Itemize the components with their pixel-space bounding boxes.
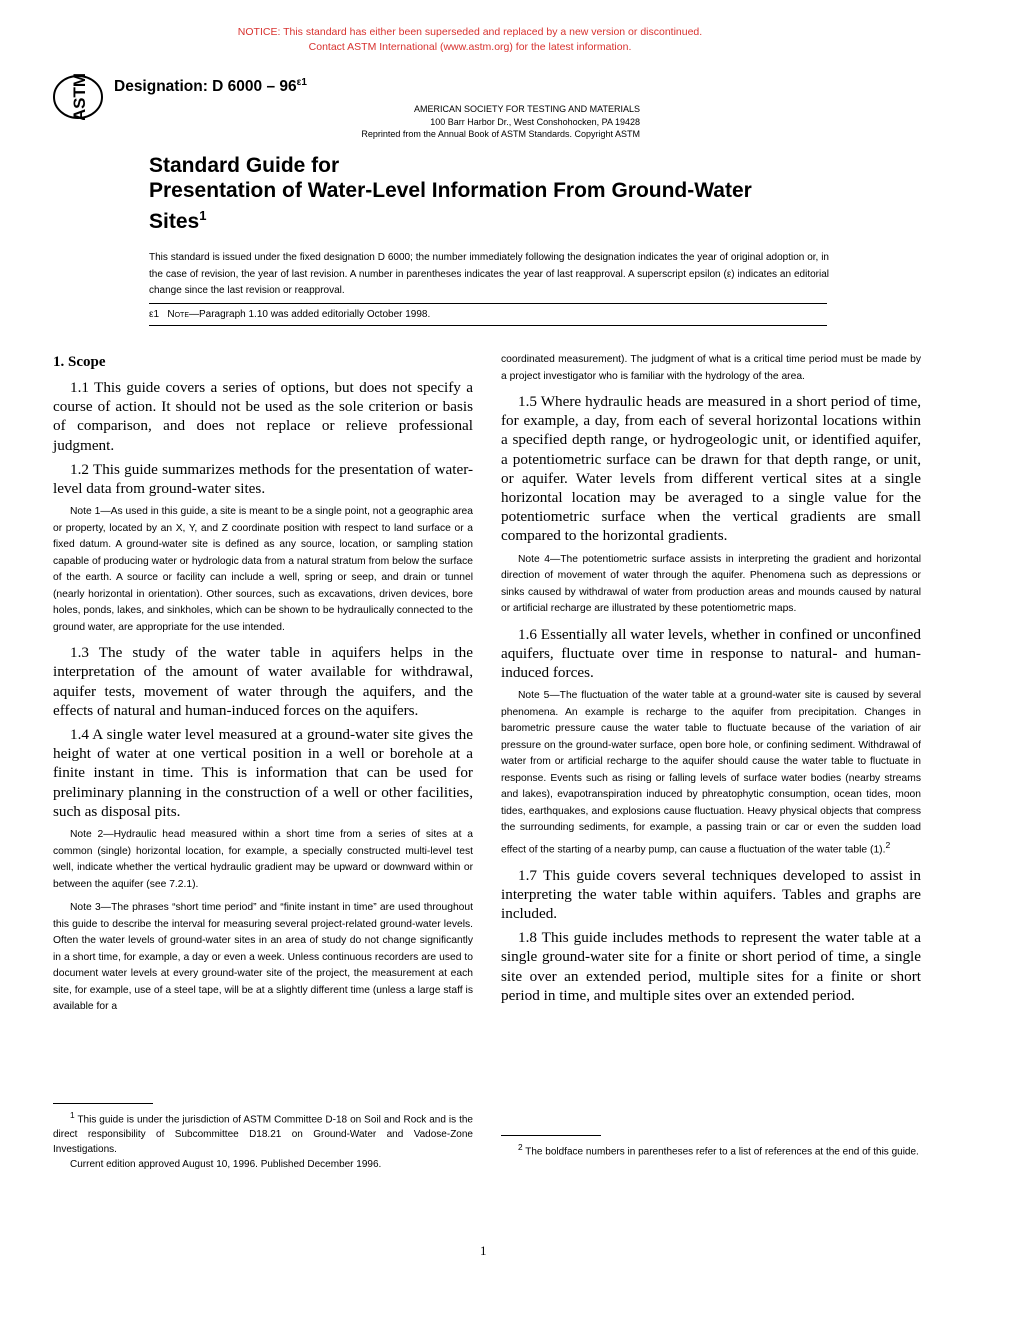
paragraph-1-4: 1.4 A single water level measured at a ground-water site gives the height of water at one vertical position in a well or borehole at a finite instant in time. This is information that can be used for preliminary planning in the construction of a well or other facilities, such as disposal pits. (53, 726, 473, 820)
epsilon-mark: ε1 (149, 309, 160, 320)
reprint-note: Reprinted from the Annual Book of ASTM Standards. Copyright ASTM (361, 129, 640, 139)
left-column (53, 352, 473, 1023)
page-number: 1 (480, 1243, 487, 1258)
footnote-1-text: This guide is under the jurisdiction of ASTM Committee D-18 on Soil and Rock and is the direct responsibility of Subcommittee D18.21 on Ground-Water and Vadose-Zone Investigations. (53, 1114, 473, 1156)
paragraph-1-5: 1.5 Where hydraulic heads are measured in a short period of time, for example, a day, from each of several horizontal locations within a specified depth range, or hydrogeologic unit, or identified aquifer, a potentiometric surface can be drawn for that depth range, or unit, or aquifer. Water levels from different vertical sites at a single horizontal location may be averaged to a single value for the potentiometric surface when the vertical gradients are small compared to the horizontal gradients. (501, 393, 921, 545)
paragraph-1-3: 1.3 The study of the water table in aquifers helps in the interpretation of the amount of water available for withdrawal, aquifer tests, movement of water through the aquifers, and the effects of natural and human-induced forces on the aquifers. (53, 644, 473, 719)
footnotes-left (53, 1108, 473, 1172)
footnote-2-mark: 2 (518, 1142, 523, 1152)
supersession-notice (0, 25, 940, 55)
footnote-rule-right (501, 1135, 601, 1136)
note-5-footnote-mark: 2 (885, 839, 891, 850)
society-address: 100 Barr Harbor Dr., West Conshohocken, PA 19428 (430, 116, 640, 127)
right-column (501, 352, 921, 1010)
epsilon-note (149, 309, 430, 320)
note-1: Note 1—As used in this guide, a site is meant to be a single point, not a geographic area or property, located by an X, Y, and Z coordinate position with respect to land surface or a fixed datum. A ground-water site is defined as any source, location, or sampling station capable of producing water or hydrologic data from a natural stratum from below the surface of the earth. A source or facility can include a well, spring or seep, and drain or tunnel (nearly horizontal in orientation). Other sources, such as excavations, driven devices, bore holes, ponds, lakes, and sinkholes, which can be shown to be hydraulically connected to the ground water, are appropriate for the use intended. (53, 506, 473, 633)
issuance-statement: This standard is issued under the fixed designation D 6000; the number immediately following the designation indicates the year of original adoption or, in the case of revision, the year of last revision. A number in parentheses indicates the year of last reapproval. A superscript epsilon (ε) indicates an editorial change since the last revision or reapproval. (149, 252, 829, 296)
notice-line-2: Contact ASTM International (www.astm.org) for the latest information. (308, 41, 632, 53)
note-4: Note 4—The potentiometric surface assists in interpreting the gradient and horizontal direction of movement of water through the aquifer. Phenomena such as depressions or sinks caused by withdrawal of water from production areas and mounds caused by natural or artificial recharge are illustrated by these potentiometric maps. (501, 553, 921, 615)
title-footnote-mark: 1 (199, 208, 207, 223)
astm-logo-icon (52, 74, 104, 120)
footnote-2-text: The boldface numbers in parentheses refer to a list of references at the end of this guide. (525, 1146, 919, 1158)
footnote-rule-left (53, 1103, 153, 1104)
section-heading-scope: 1. Scope (53, 354, 106, 370)
title-line-1: Standard Guide for (149, 154, 340, 177)
note-2: Note 2—Hydraulic head measured within a short time from a series of sites at a common (single) horizontal location, for example, a specially constructed multi-level test well, indicate whether the vertical hydraulic gradient may be upward or downward within or between the aquifer (see 7.2.1). (53, 829, 473, 890)
divider-top (149, 303, 827, 304)
title-line-2: Presentation of Water-Level Information From Ground-Water (149, 179, 752, 202)
footnotes-right (501, 1140, 921, 1159)
footnote-1-approval: Current edition approved August 10, 1996. Published December 1996. (70, 1159, 382, 1171)
footnote-1 (53, 1108, 473, 1157)
designation-superscript: ε1 (296, 77, 307, 88)
footnote-1-mark: 1 (70, 1110, 75, 1120)
designation-text: Designation: D 6000 – 96 (114, 78, 297, 96)
notice-line-1: NOTICE: This standard has either been superseded and replaced by a new version or discontinued. (237, 26, 703, 38)
note-3: Note 3—The phrases “short time period” and “finite instant in time” are used throughout this guide to describe the interval for measuring several project-related ground-water levels. Often the water levels of ground-water sites in an area of study do not change significantly in a short time, for example, a day or even a week. Unless continuous recorders are used to document water levels at every ground-water site of the project, the measurement at each site, for example, use of a steel tape, will be at a slightly different time (unless a large staff is available for a (53, 902, 473, 1013)
epsilon-note-label: Note (167, 309, 189, 320)
paragraph-1-2: 1.2 This guide summarizes methods for the presentation of water-level data from ground-water sites. (53, 460, 473, 498)
paragraph-1-7: 1.7 This guide covers several techniques developed to assist in interpreting the water table within aquifers. Tables and graphs are included. (501, 866, 921, 923)
title-line-3: Sites (149, 210, 200, 233)
epsilon-note-text: —Paragraph 1.10 was added editorially October 1998. (189, 309, 431, 320)
footnote-2 (501, 1140, 921, 1159)
logo-text: ASTM (70, 74, 89, 120)
designation (114, 77, 307, 96)
note-3-continued: coordinated measurement). The judgment of what is a critical time period must be made by a project investigator who is familiar with the hydrology of the area. (501, 354, 921, 382)
society-block (310, 103, 640, 141)
document-title (149, 153, 869, 234)
society-name: AMERICAN SOCIETY FOR TESTING AND MATERIALS (413, 104, 640, 114)
divider-bottom (149, 325, 827, 326)
note-5-text: Note 5—The fluctuation of the water table at a ground-water site is caused by several phenomena. An example is recharge to the aquifer from precipitation. Changes in barometric pressure cause the water table to fluctuate because of the variation of air pressure on the ground-water surface, open bore hole, or confining sediment. Withdrawal of water from or artificial recharge to the aquifer should cause the water table to fluctuate in response. Events such as rising or falling levels of surface water bodies (nearby streams and lakes), evapotranspiration induced by phreatophytic consumption, ocean tides, moon tides, earthquakes, and explosions cause fluctuation. Heavy physical objects that compress the surrounding sediments, for example, a passing train or car or even the sudden load effect of the starting of a nearby pump, can cause a fluctuation of the water table (1). (501, 690, 921, 856)
paragraph-1-6: 1.6 Essentially all water levels, whether in confined or unconfined aquifers, fluctuate over time in response to natural- and human-induced forces. (501, 625, 921, 682)
paragraph-1-8: 1.8 This guide includes methods to represent the water table at a single ground-water site for a finite or short period of time, a single site over an extended period, multiple sites for a finite or short period in time, and multiple sites over an extended period. (501, 929, 921, 1004)
note-5 (501, 688, 921, 858)
paragraph-1-1: 1.1 This guide covers a series of options, but does not specify a course of action. It should not be used as the sole criterion or basis of comparison, and does not replace or relieve professional judgment. (53, 379, 473, 454)
